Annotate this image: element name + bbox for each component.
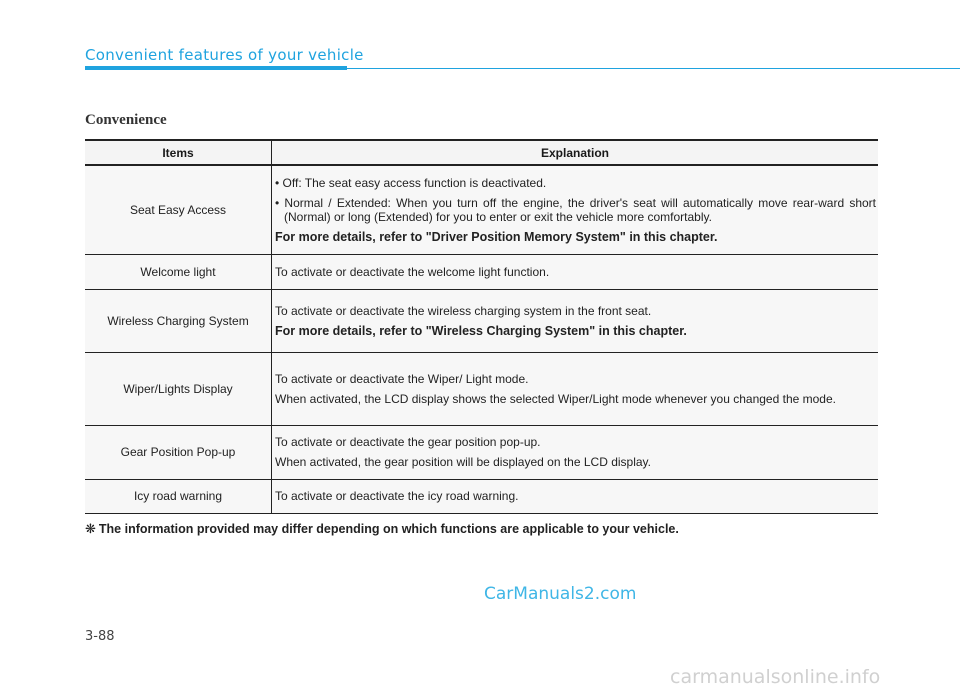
explanation-line: • Normal / Extended: When you turn off the engine, the driver's seat will automatically move rear-ward short (Normal) or long (Extended) for you to enter or exit the vehicle more comfortably. [275,195,876,224]
explanation-cell [272,289,879,352]
page-number: 3-88 [85,629,115,644]
header-rule [347,68,960,69]
explanation-line: • Off: The seat easy access function is deactivated. [275,175,547,190]
explanation-line: To activate or deactivate the wireless charging system in the front seat. [275,303,652,318]
item-cell: Gear Position Pop-up [85,425,272,479]
section-header-title: Convenient features of your vehicle [85,46,364,64]
item-cell: Wireless Charging System [85,289,272,352]
explanation-cell [272,165,879,254]
table-row [85,479,878,513]
convenience-table [85,139,878,514]
explanation-cell [272,352,879,425]
column-header-items: Items [85,140,272,165]
item-cell: Icy road warning [85,479,272,513]
table-row [85,289,878,352]
item-cell: Seat Easy Access [85,165,272,254]
item-cell: Wiper/Lights Display [85,352,272,425]
explanation-line: To activate or deactivate the gear position pop-up. [275,435,541,449]
table-row [85,352,878,425]
column-header-explanation: Explanation [272,140,879,165]
header-accent-bar [85,66,347,70]
explanation-cell [272,425,879,479]
footer-watermark[interactable]: carmanualsonline.info [670,666,881,688]
explanation-reference: For more details, refer to "Wireless Charging System" in this chapter. [275,323,687,338]
explanation-cell [272,479,879,513]
explanation-line: When activated, the gear position will be displayed on the LCD display. [275,455,651,469]
footnote [85,521,679,537]
table-row [85,254,878,289]
explanation-line: When activated, the LCD display shows the selected Wiper/Light mode whenever you changed the mode. [275,391,836,406]
section-title: Convenience [85,112,167,128]
table-header-row [85,140,878,165]
table-row [85,425,878,479]
explanation-line: To activate or deactivate the Wiper/ Light mode. [275,371,529,386]
footnote-text: The information provided may differ depending on which functions are applicable to your vehicle. [98,522,679,536]
watermark-link[interactable]: CarManuals2.com [484,584,637,604]
explanation-cell [272,254,879,289]
asterisk-icon: ❋ [85,521,96,536]
item-cell: Welcome light [85,254,272,289]
explanation-line: To activate or deactivate the icy road warning. [275,489,519,503]
explanation-line: To activate or deactivate the welcome light function. [275,264,550,279]
explanation-reference: For more details, refer to "Driver Position Memory System" in this chapter. [275,229,718,244]
table-row [85,165,878,254]
